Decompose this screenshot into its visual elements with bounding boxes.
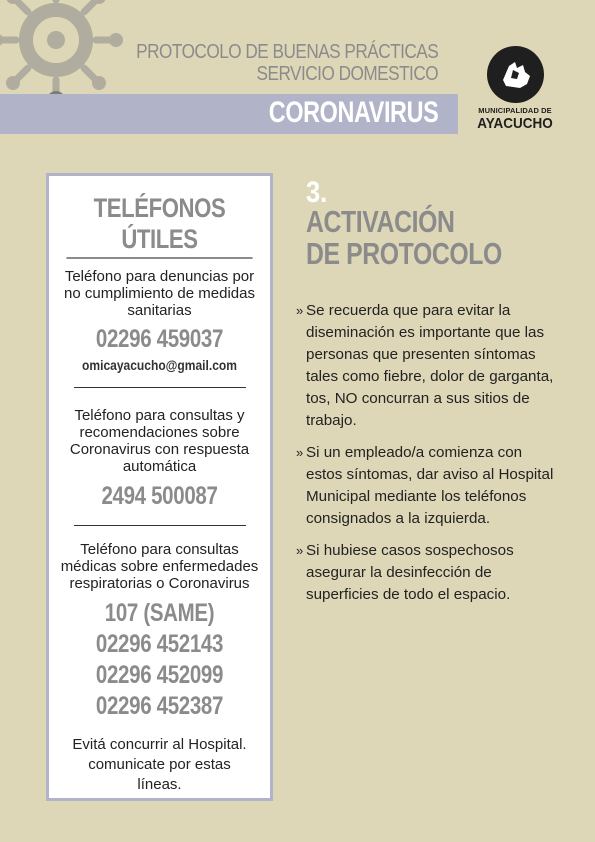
bullet-text: Si hubiese casos sospechosos asegurar la desinfección de superficies de todo el espacio. xyxy=(306,542,514,603)
block3-number[interactable]: 02296 452143 xyxy=(95,630,224,658)
bullet-text: Si un empleado/a comienza con estos síntomas, dar aviso al Hospital Municipal mediante los teléfonos consignados a la izquierda. xyxy=(306,444,554,527)
block1-number[interactable]: 02296 459037 xyxy=(95,325,224,353)
bullet-mark: » xyxy=(296,303,304,318)
divider xyxy=(74,525,246,526)
bullet-text: Se recuerda que para evitar la diseminación es importante que las personas que presenten síntomas tales como fiebre, dolor de garganta, tos, NO concurran a sus sitios de trabajo. xyxy=(306,302,554,429)
bullet-mark: » xyxy=(296,543,304,558)
block1-text: Teléfono para denuncias por no cumplimiento de medidas sanitarias xyxy=(64,268,255,319)
phones-title: TELÉFONOS ÚTILES xyxy=(66,193,252,259)
municipality-logo xyxy=(470,46,560,130)
block3-text: Teléfono para consultas médicas sobre enfermedades respiratorias o Coronavirus xyxy=(60,541,259,592)
section-number: 3. xyxy=(306,176,328,209)
block2-number[interactable]: 2494 500087 xyxy=(101,482,218,510)
section-title xyxy=(306,206,502,270)
list-item xyxy=(296,300,558,432)
list-item xyxy=(296,540,558,606)
block3-number[interactable]: 02296 452387 xyxy=(95,692,224,720)
section-title-line2: DE PROTOCOLO xyxy=(306,236,502,271)
band-title: CORONAVIRUS xyxy=(268,96,438,129)
municipality-logo-icon xyxy=(487,46,544,103)
bullet-list xyxy=(296,300,558,616)
header-title-line1: PROTOCOLO DE BUENAS PRÁCTICAS xyxy=(135,41,438,63)
divider xyxy=(74,387,246,388)
card-footer: Evitá concurrir al Hospital. comunicate por estas líneas. xyxy=(72,736,247,793)
logo-big-text: AYACUCHO xyxy=(477,115,553,132)
block3-number[interactable]: 107 (SAME) xyxy=(104,599,215,627)
block1-email[interactable]: omicayacucho@gmail.com xyxy=(82,357,237,373)
phones-card xyxy=(46,173,273,801)
logo-small-text: MUNICIPALIDAD DE xyxy=(478,106,552,115)
bullet-mark: » xyxy=(296,445,304,460)
section-title-line1: ACTIVACIÓN xyxy=(306,204,455,239)
block3-number[interactable]: 02296 452099 xyxy=(95,661,224,689)
list-item xyxy=(296,442,558,530)
block2-text: Teléfono para consultas y recomendaciones sobre Coronavirus con respuesta automática xyxy=(69,407,250,475)
header-title-line2: SERVICIO DOMESTICO xyxy=(256,63,438,85)
